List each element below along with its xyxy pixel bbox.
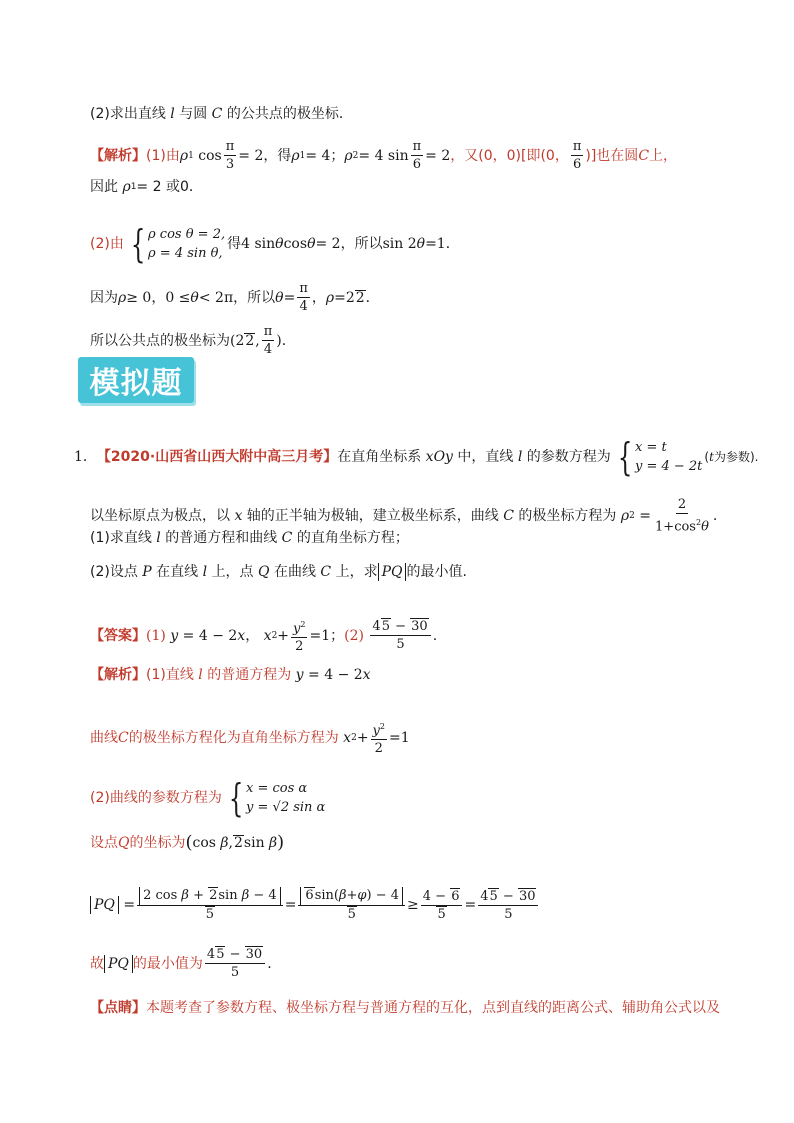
prev-analysis-2-cont: 因为 ρ ≥ 0 ， 0 ≤ θ < 2π ，所以 θ = $\frac{\pi}{4}$ ， ρ =2 2 ． [90, 281, 380, 314]
answer-label: 【答案】 [90, 627, 146, 644]
comment-line [90, 998, 720, 1018]
problem-1-stem-2: 以坐标原点为极点，以 x 轴的正半轴为极轴，建立极坐标系，曲线 C 的极坐标方程为 ρ 2 = $\frac{2}{1+\cos^2\theta}$ . [90, 497, 718, 535]
prev-result: 所以公共点的极坐标为 (2 2 , $\frac{\pi}{4}$ )． [90, 324, 296, 357]
analysis-label-2: 【解析】 [90, 667, 146, 683]
prev-analysis-1: 【解析】 (1)由 ρ 1 cos $\frac{\pi}{3}$ = 2 ，得 ρ 1 = 4 ； ρ 2 = 4 sin $\frac{\pi}{6}$ = 2 ，又(0，0)[即(0， $\frac{\pi}{6}$ )]也在圆 C 上， [90, 139, 678, 172]
problem-1-q1: (1)求直线 l 的普通方程和曲线 C 的直角坐标方程； [90, 530, 409, 546]
comment-text: 本题考查了参数方程、极坐标方程与普通方程的互化，点到直线的距离公式、辅助角公式以及 [146, 1000, 720, 1016]
banner-title: 模拟题 [89, 366, 183, 401]
section-banner [78, 357, 194, 403]
analysis-step-4: 设点 Q 的坐标为 ( cos β , 2 sin β ) [90, 832, 285, 853]
analysis-step-2: 曲线 C 的极坐标方程化为直角坐标方程为 x 2 + $\frac{y^2}{2}$ =1 [90, 718, 410, 757]
prev-analysis-2: (2)由 { ρ cos θ = 2, ρ = 4 sin θ, 得 4 sin θ cos θ = 2 ，所以 sin 2 θ =1． [90, 222, 460, 266]
analysis-step-5: PQ = $\frac{\text{2 cos β + 2sin β − 4}}{5}$ = $\frac{6\sin(\beta+\varphi) - 4}{5}$ ≥ $\frac{4 - 6}{5}$ = $\frac{45 - 30}{5}$ [90, 887, 540, 923]
analysis-step-6: 故 PQ 的最小值为 $\frac{45 - 30}{5}$ . [90, 947, 272, 980]
answer-line: 【答案】 (1) y = 4 − 2 x ， x 2 + $\frac{y^2}{2}$ =1 ； (2) $\frac{45 - 30}{5}$ . [90, 616, 437, 655]
problem-1-q2: (2)设点 P 在直线 l 上，点 Q 在曲线 C 上，求 PQ 的最小值. [90, 564, 467, 580]
prev-question-2: (2)求出直线 l 与圆 C 的公共点的极坐标． [90, 106, 353, 122]
analysis-label: 【解析】 [90, 147, 146, 164]
comment-label: 【点睛】 [90, 1000, 146, 1016]
analysis-step-1: 【解析】 (1)直线 l 的普通方程为 y = 4 − 2 x [90, 667, 371, 683]
problem-number: 1． [74, 449, 97, 465]
prev-analysis-1-cont: 因此 ρ 1 = 2 或0． [90, 179, 203, 195]
problem-1-stem: 1． 【2020·山西省山西大附中高三月考】 在直角坐标系 xOy 中，直线 l 的参数方程为 { x = t y = 4 − 2t (t为参数). [74, 435, 759, 479]
problem-source: 【2020·山西省山西大附中高三月考】 [96, 449, 338, 465]
analysis-step-3: (2)曲线的参数方程为 { x = cos α y = √2 sin α [90, 776, 326, 820]
